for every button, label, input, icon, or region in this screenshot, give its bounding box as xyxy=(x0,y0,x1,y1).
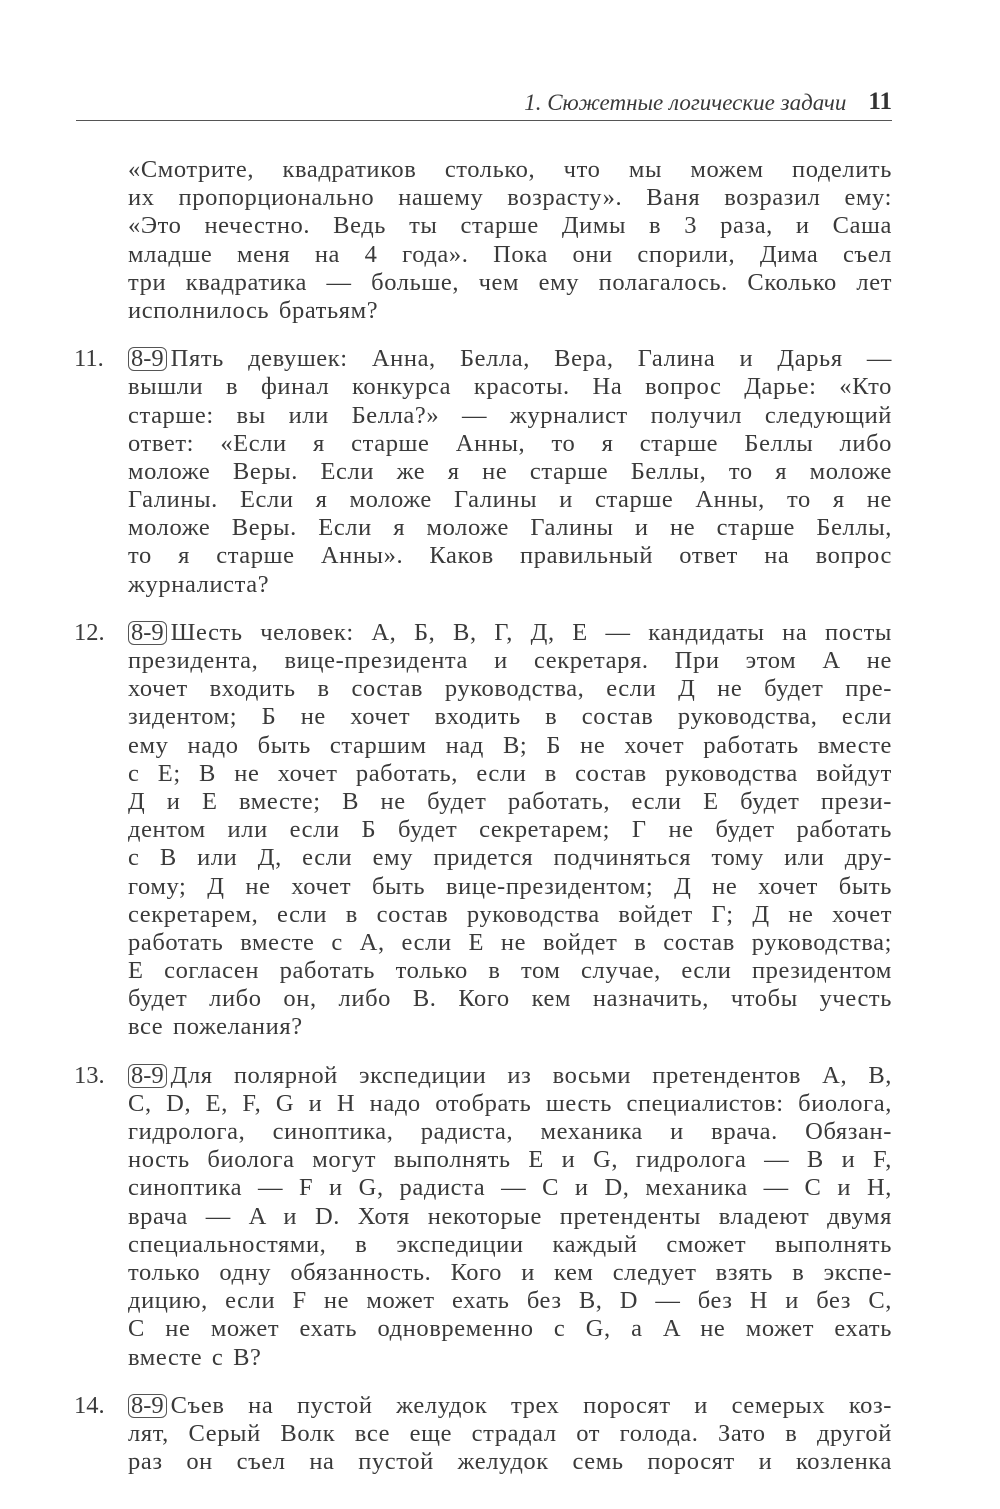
grade-badge: 8-9 xyxy=(128,347,167,371)
text-line: специальностями, в экспедиции каждый сможет выполнять xyxy=(128,1230,892,1258)
text-line: то я старше Анны». Каков правильный ответ на вопрос xyxy=(128,542,892,570)
text-line: ответ: «Если я старше Анны, то я старше Беллы либо xyxy=(128,429,892,457)
grade-badge: 8-9 xyxy=(128,621,167,645)
text-line: гому; Д не хочет быть вице-президентом; Д не хочет быть xyxy=(128,872,892,900)
text-line: старше: вы или Белла?» — журналист получил следующий xyxy=(128,401,892,429)
problem-number: 12. xyxy=(74,618,105,646)
text-line: президента, вице-президента и секретаря. При этом А не xyxy=(128,647,892,674)
text-line: дентом или если Б будет секретарем; Г не будет работать xyxy=(128,816,892,844)
text-line: лят, Серый Волк все еще страдал от голода. Зато в другой xyxy=(128,1419,892,1447)
text-line: «Смотрите, квадратиков столько, что мы можем поделить xyxy=(128,156,892,183)
text-line: все пожелания? xyxy=(128,1013,303,1041)
text-line: три квадратика — больше, чем ему полагалось. Сколько лет xyxy=(128,268,892,296)
text-line: «Это нечестно. Ведь ты старше Димы в 3 раза, и Саша xyxy=(128,212,892,240)
chapter-title: 1. Сюжетные логические задачи xyxy=(524,90,847,115)
text-line: моложе Веры. Если я моложе Галины и не старше Беллы, xyxy=(128,514,892,542)
problem-13 xyxy=(74,1061,892,1372)
text-line: ему надо быть старшим над В; Б не хочет работать вместе xyxy=(128,731,892,759)
text-line: младше меня на 4 года». Пока они спорили, Дима съел xyxy=(128,240,892,268)
text-line: вместе с B? xyxy=(128,1343,262,1371)
text-line: хочет входить в состав руководства, если Д не будет пре- xyxy=(128,675,892,703)
text-line: Д и Е вместе; В не будет работать, если Е будет прези- xyxy=(128,787,892,815)
problem-first-line: Пять девушек: Анна, Белла, Вера, Галина и Дарья — xyxy=(170,345,892,373)
problem-14 xyxy=(74,1391,892,1477)
text-line: работать вместе с А, если Е не войдет в состав руководства; xyxy=(128,928,892,956)
text-line: их пропорционально нашему возрасту». Ваня возразил ему: xyxy=(128,184,892,212)
running-header xyxy=(76,86,892,121)
text-line: вышли в финал конкурса красоты. На вопрос Дарье: «Кто xyxy=(128,373,892,401)
text-line: зидентом; Б не хочет входить в состав руководства, если xyxy=(128,703,892,731)
grade-badge: 8-9 xyxy=(128,1064,167,1088)
text-line xyxy=(128,619,892,647)
text-line xyxy=(128,1062,892,1090)
page-body xyxy=(74,156,892,1476)
problem-12 xyxy=(74,618,892,1042)
text-line: C не может ехать одновременно с G, а A не может ехать xyxy=(128,1315,892,1343)
problem-first-line: Съев на пустой желудок трех поросят и семерых коз- xyxy=(170,1391,892,1419)
problem-first-line: Шесть человек: А, Б, В, Г, Д, Е — кандидаты на посты xyxy=(170,618,892,646)
grade-badge: 8-9 xyxy=(128,1394,167,1418)
problem-first-line: Для полярной экспедиции из восьми претендентов A, B, xyxy=(170,1061,892,1089)
page-number: 11 xyxy=(868,88,892,115)
text-line: раз он съел на пустой желудок семь поросят и козленка xyxy=(128,1448,892,1476)
text-line: синоптика — F и G, радиста — C и D, механика — C и H, xyxy=(128,1174,892,1202)
text-line xyxy=(128,1392,892,1420)
problem-number: 13. xyxy=(74,1061,105,1089)
text-line: C, D, E, F, G и H надо отобрать шесть специалистов: биолога, xyxy=(128,1089,892,1117)
text-line: только одну обязанность. Кого и кем следует взять в экспе- xyxy=(128,1258,892,1286)
text-line: моложе Веры. Если же я не старше Беллы, то я моложе xyxy=(128,457,892,485)
problem-number: 11. xyxy=(74,345,104,373)
problem-11 xyxy=(74,345,892,599)
text-line: дицию, если F не может ехать без B, D — без H и без C, xyxy=(128,1287,892,1315)
text-line: секретарем, если в состав руководства войдет Г; Д не хочет xyxy=(128,900,892,928)
text-line: Галины. Если я моложе Галины и старше Анны, то я не xyxy=(128,486,892,514)
continuation-paragraph xyxy=(128,156,892,325)
text-line: будет либо он, либо В. Кого кем назначить, чтобы учесть xyxy=(128,985,892,1013)
text-line: с Е; В не хочет работать, если в состав руководства войдут xyxy=(128,759,892,787)
text-line: Е согласен работать только в том случае, если президентом xyxy=(128,957,892,985)
text-line xyxy=(128,345,892,373)
text-line: гидролога, синоптика, радиста, механика и врача. Обязан- xyxy=(128,1118,892,1145)
text-line: журналиста? xyxy=(128,570,270,598)
text-line: исполнилось братьям? xyxy=(128,296,379,324)
text-line: ность биолога могут выполнять E и G, гидролога — B и F, xyxy=(128,1146,892,1174)
problem-number: 14. xyxy=(74,1391,105,1419)
text-line: с В или Д, если ему придется подчиняться тому или дру- xyxy=(128,844,892,872)
text-line: врача — A и D. Хотя некоторые претенденты владеют двумя xyxy=(128,1202,892,1230)
